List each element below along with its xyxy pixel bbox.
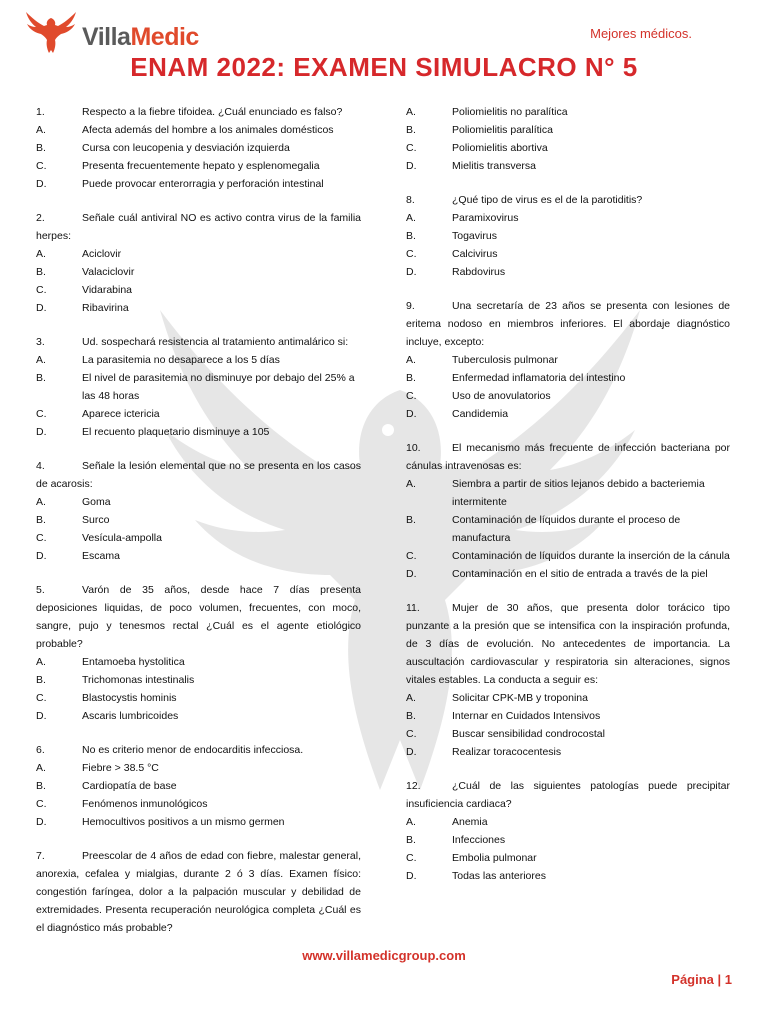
answer-option bbox=[406, 103, 730, 121]
option-text: Internar en Cuidados Intensivos bbox=[452, 710, 601, 722]
option-letter: B. bbox=[36, 266, 46, 278]
question-stem bbox=[36, 741, 361, 759]
answer-option bbox=[406, 867, 730, 885]
option-letter: C. bbox=[36, 284, 47, 296]
answer-option bbox=[406, 725, 730, 743]
option-text: Uso de anovulatorios bbox=[452, 390, 551, 402]
answer-option bbox=[36, 795, 361, 813]
question-number: 11. bbox=[406, 602, 420, 614]
option-letter: A. bbox=[406, 692, 416, 704]
answer-option bbox=[406, 475, 730, 511]
option-text: Contaminación de líquidos durante el proceso de manufactura bbox=[452, 514, 681, 544]
answer-option bbox=[406, 227, 730, 245]
option-letter: B. bbox=[36, 780, 46, 792]
question-block bbox=[406, 777, 730, 885]
tagline: Mejores médicos. bbox=[590, 26, 692, 41]
option-letter: C. bbox=[406, 390, 417, 402]
option-text: Poliomielitis paralítica bbox=[452, 124, 553, 136]
option-text: Candidemia bbox=[452, 408, 509, 420]
question-block bbox=[36, 581, 361, 725]
answer-option bbox=[406, 369, 730, 387]
question-text: Preescolar de 4 años de edad con fiebre, malestar general, anorexia, cefalea y mialgias, durante 2 ó 3 días. Examen físico: congestión faríngea, dolor a la palpación muscular y debilidad de extremidades. Presenta recuperación neurológica completa ¿Cuál es el diagnóstico más probable? bbox=[36, 850, 361, 934]
option-letter: A. bbox=[406, 478, 416, 490]
answer-option bbox=[36, 547, 361, 565]
answer-option bbox=[406, 565, 730, 583]
question-number: 10. bbox=[406, 442, 421, 454]
option-letter: A. bbox=[406, 212, 416, 224]
answer-option bbox=[36, 351, 361, 369]
option-text: Siembra a partir de sitios lejanos debido a bacteriemia intermitente bbox=[452, 478, 705, 508]
option-text: Calcivirus bbox=[452, 248, 498, 260]
question-number: 7. bbox=[36, 850, 45, 862]
option-text: Realizar toracocentesis bbox=[452, 746, 562, 758]
answer-option bbox=[36, 139, 361, 157]
answer-option bbox=[36, 653, 361, 671]
question-text: No es criterio menor de endocarditis infecciosa. bbox=[82, 744, 304, 756]
option-text: Todas las anteriores bbox=[452, 870, 546, 882]
question-block bbox=[406, 297, 730, 423]
option-letter: B. bbox=[406, 124, 416, 136]
option-text: Vidarabina bbox=[82, 284, 133, 296]
answer-option bbox=[36, 707, 361, 725]
question-stem bbox=[36, 209, 361, 245]
answer-option bbox=[36, 671, 361, 689]
option-text: Fenómenos inmunológicos bbox=[82, 798, 208, 810]
question-stem bbox=[406, 297, 730, 351]
option-text: Embolia pulmonar bbox=[452, 852, 537, 864]
question-block bbox=[36, 209, 361, 317]
answer-option bbox=[36, 759, 361, 777]
option-text: Contaminación de líquidos durante la inserción de la cánula bbox=[452, 550, 730, 562]
option-letter: A. bbox=[36, 124, 46, 136]
option-text: Buscar sensibilidad condrocostal bbox=[452, 728, 605, 740]
option-letter: D. bbox=[406, 266, 417, 278]
page-number: Página | 1 bbox=[671, 972, 732, 987]
question-block bbox=[36, 847, 361, 937]
option-text: Cardiopatía de base bbox=[82, 780, 177, 792]
option-letter: B. bbox=[36, 674, 46, 686]
question-number: 4. bbox=[36, 460, 45, 472]
option-letter: A. bbox=[406, 816, 416, 828]
answer-option bbox=[406, 351, 730, 369]
question-text: Respecto a la fiebre tifoidea. ¿Cuál enunciado es falso? bbox=[82, 106, 343, 118]
question-number: 9. bbox=[406, 300, 415, 312]
answer-option bbox=[406, 263, 730, 281]
question-block bbox=[36, 103, 361, 193]
option-text: El nivel de parasitemia no disminuye por debajo del 25% a las 48 horas bbox=[82, 372, 355, 402]
question-stem bbox=[406, 599, 730, 689]
answer-option bbox=[36, 157, 361, 175]
question-block bbox=[406, 191, 730, 281]
answer-option bbox=[36, 405, 361, 423]
logo-medic-text: Medic bbox=[130, 22, 199, 51]
answer-option bbox=[36, 121, 361, 139]
option-letter: D. bbox=[36, 426, 47, 438]
question-stem bbox=[36, 457, 361, 493]
option-text: Puede provocar enterorragia y perforación intestinal bbox=[82, 178, 324, 190]
option-text: Infecciones bbox=[452, 834, 506, 846]
option-letter: C. bbox=[36, 408, 47, 420]
option-letter: C. bbox=[406, 550, 417, 562]
answer-option bbox=[36, 281, 361, 299]
eagle-logo-icon bbox=[24, 10, 78, 54]
option-letter: C. bbox=[406, 248, 417, 260]
option-text: Togavirus bbox=[452, 230, 497, 242]
option-letter: B. bbox=[406, 514, 416, 526]
answer-option bbox=[36, 299, 361, 317]
option-text: El recuento plaquetario disminuye a 105 bbox=[82, 426, 270, 438]
option-letter: D. bbox=[406, 408, 417, 420]
option-letter: A. bbox=[406, 106, 416, 118]
option-text: Afecta además del hombre a los animales domésticos bbox=[82, 124, 334, 136]
question-number: 1. bbox=[36, 106, 45, 118]
question-block bbox=[406, 599, 730, 761]
option-text: Goma bbox=[82, 496, 111, 508]
answer-option bbox=[36, 813, 361, 831]
option-text: Ascaris lumbricoides bbox=[82, 710, 179, 722]
option-letter: D. bbox=[36, 550, 47, 562]
option-text: Cursa con leucopenia y desviación izquierda bbox=[82, 142, 290, 154]
option-letter: C. bbox=[36, 160, 47, 172]
option-letter: B. bbox=[36, 514, 46, 526]
option-text: Paramixovirus bbox=[452, 212, 519, 224]
option-letter: C. bbox=[36, 692, 47, 704]
question-number: 6. bbox=[36, 744, 45, 756]
option-letter: A. bbox=[36, 248, 46, 260]
option-text: Poliomielitis no paralítica bbox=[452, 106, 568, 118]
question-stem bbox=[406, 439, 730, 475]
option-letter: D. bbox=[36, 710, 47, 722]
question-block bbox=[36, 457, 361, 565]
page-title: ENAM 2022: EXAMEN SIMULACRO N° 5 bbox=[130, 52, 638, 82]
option-text: Vesícula-ampolla bbox=[82, 532, 162, 544]
option-text: Poliomielitis abortiva bbox=[452, 142, 548, 154]
answer-option bbox=[36, 175, 361, 193]
option-text: Hemocultivos positivos a un mismo germen bbox=[82, 816, 285, 828]
option-letter: C. bbox=[406, 728, 417, 740]
question-text: Varón de 35 años, desde hace 7 días presenta deposiciones liquidas, de poco volumen, frecuentes, con moco, sangre, pujo y tenesmos rectal ¿Cuál es el agente etiológico probable? bbox=[36, 584, 361, 650]
option-letter: C. bbox=[406, 852, 417, 864]
option-letter: C. bbox=[36, 532, 47, 544]
answer-option bbox=[406, 547, 730, 565]
answer-option bbox=[406, 813, 730, 831]
answer-option bbox=[406, 831, 730, 849]
right-column bbox=[406, 103, 730, 901]
question-stem bbox=[406, 191, 730, 209]
option-letter: C. bbox=[36, 798, 47, 810]
option-text: Escama bbox=[82, 550, 120, 562]
question-stem bbox=[406, 777, 730, 813]
option-text: Fiebre > 38.5 °C bbox=[82, 762, 159, 774]
option-text: Valaciclovir bbox=[82, 266, 135, 278]
answer-option bbox=[36, 245, 361, 263]
option-letter: A. bbox=[36, 762, 46, 774]
answer-option bbox=[406, 209, 730, 227]
question-number: 2. bbox=[36, 212, 45, 224]
option-text: Contaminación en el sitio de entrada a través de la piel bbox=[452, 568, 708, 580]
answer-option bbox=[406, 121, 730, 139]
option-letter: D. bbox=[406, 568, 417, 580]
logo-wordmark bbox=[82, 23, 199, 52]
option-text: Presenta frecuentemente hepato y esplenomegalia bbox=[82, 160, 320, 172]
answer-option bbox=[406, 405, 730, 423]
villamedic-logo bbox=[24, 10, 199, 54]
answer-option bbox=[36, 493, 361, 511]
option-text: Mielitis transversa bbox=[452, 160, 537, 172]
option-text: Solicitar CPK-MB y troponina bbox=[452, 692, 588, 704]
answer-option bbox=[406, 157, 730, 175]
option-text: La parasitemia no desaparece a los 5 días bbox=[82, 354, 280, 366]
answer-option bbox=[406, 511, 730, 547]
question-block bbox=[406, 103, 730, 175]
answer-option bbox=[36, 689, 361, 707]
option-text: Aciclovir bbox=[82, 248, 122, 260]
question-stem bbox=[36, 581, 361, 653]
answer-option bbox=[406, 849, 730, 867]
option-text: Rabdovirus bbox=[452, 266, 506, 278]
question-number: 5. bbox=[36, 584, 45, 596]
option-letter: D. bbox=[36, 178, 47, 190]
question-text: ¿Qué tipo de virus es el de la parotiditis? bbox=[452, 194, 643, 206]
option-letter: D. bbox=[36, 302, 47, 314]
option-letter: B. bbox=[406, 834, 416, 846]
question-number: 12. bbox=[406, 780, 421, 792]
option-letter: B. bbox=[36, 142, 46, 154]
answer-option bbox=[36, 511, 361, 529]
option-letter: A. bbox=[36, 656, 46, 668]
answer-option bbox=[406, 245, 730, 263]
question-block bbox=[36, 333, 361, 441]
question-text: El mecanismo más frecuente de infección bacteriana por cánulas intravenosas es: bbox=[406, 442, 730, 472]
footer-url-link[interactable]: www.villamedicgroup.com bbox=[302, 948, 466, 963]
option-letter: A. bbox=[36, 496, 46, 508]
option-letter: B. bbox=[406, 710, 416, 722]
answer-option bbox=[406, 689, 730, 707]
question-stem bbox=[36, 847, 361, 937]
question-block bbox=[36, 741, 361, 831]
option-letter: B. bbox=[36, 372, 46, 384]
answer-option bbox=[406, 743, 730, 761]
answer-option bbox=[406, 707, 730, 725]
option-letter: B. bbox=[406, 230, 416, 242]
answer-option bbox=[36, 423, 361, 441]
option-text: Surco bbox=[82, 514, 110, 526]
option-letter: D. bbox=[406, 746, 417, 758]
option-text: Trichomonas intestinalis bbox=[82, 674, 195, 686]
option-letter: B. bbox=[406, 372, 416, 384]
answer-option bbox=[36, 369, 361, 405]
option-text: Tuberculosis pulmonar bbox=[452, 354, 558, 366]
answer-option bbox=[406, 387, 730, 405]
question-block bbox=[406, 439, 730, 583]
logo-villa-text: Villa bbox=[82, 22, 131, 51]
answer-option bbox=[36, 777, 361, 795]
option-text: Anemia bbox=[452, 816, 488, 828]
option-text: Entamoeba hystolitica bbox=[82, 656, 185, 668]
question-text: Una secretaría de 23 años se presenta con lesiones de eritema nodoso en miembros inferiores. El abordaje diagnóstico incluye, excepto: bbox=[406, 300, 730, 348]
option-letter: A. bbox=[36, 354, 46, 366]
option-text: Blastocystis hominis bbox=[82, 692, 177, 704]
option-text: Enfermedad inflamatoria del intestino bbox=[452, 372, 626, 384]
option-text: Aparece ictericia bbox=[82, 408, 160, 420]
question-text: Señale la lesión elemental que no se presenta en los casos de acarosis: bbox=[36, 460, 361, 490]
question-text: Señale cuál antiviral NO es activo contra virus de la familia herpes: bbox=[36, 212, 361, 242]
answer-option bbox=[36, 263, 361, 281]
question-text: Ud. sospechará resistencia al tratamiento antimalárico si: bbox=[82, 336, 349, 348]
question-text: Mujer de 30 años, que presenta dolor torácico tipo punzante a la presión que se intensifica con la inspiración profunda, de 3 días de evolución. No antecedentes de importancia. La auscultación cardiovascular y respiratoria sin alteraciones, signos vitales estables. La conducta a seguir es: bbox=[406, 602, 730, 686]
answer-option bbox=[406, 139, 730, 157]
option-letter: D. bbox=[406, 160, 417, 172]
option-text: Ribavirina bbox=[82, 302, 129, 314]
option-letter: D. bbox=[36, 816, 47, 828]
option-letter: D. bbox=[406, 870, 417, 882]
question-stem bbox=[36, 103, 361, 121]
option-letter: C. bbox=[406, 142, 417, 154]
question-number: 8. bbox=[406, 194, 415, 206]
question-number: 3. bbox=[36, 336, 45, 348]
question-stem bbox=[36, 333, 361, 351]
answer-option bbox=[36, 529, 361, 547]
question-text: ¿Cuál de las siguientes patologías puede precipitar insuficiencia cardiaca? bbox=[406, 780, 730, 810]
option-letter: A. bbox=[406, 354, 416, 366]
left-column bbox=[36, 103, 361, 953]
